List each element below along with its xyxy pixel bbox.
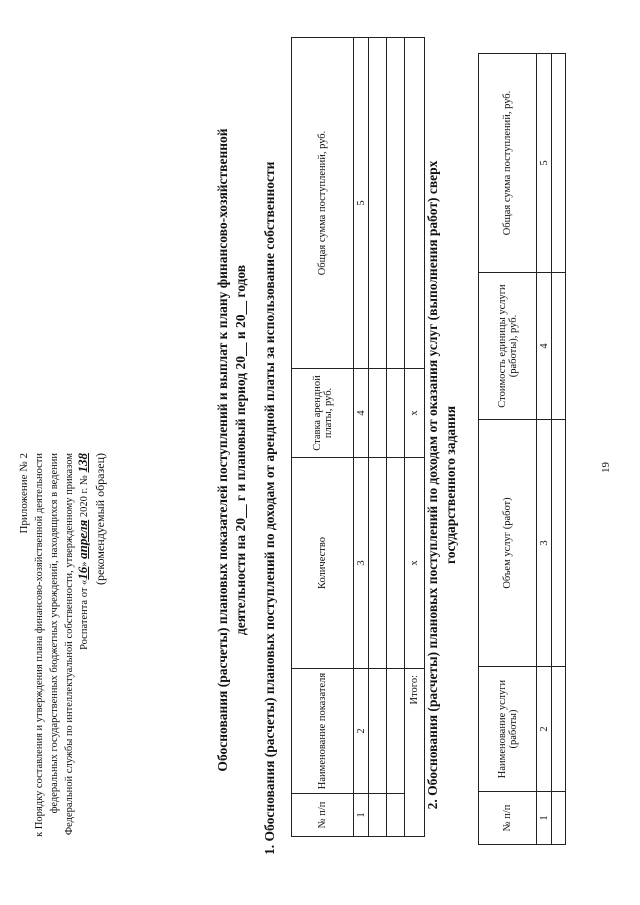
header-cell: Количество xyxy=(292,458,354,669)
total-label: Итого: xyxy=(405,669,425,837)
appendix-line-3: Федеральной службы по интеллектуальной собственности, утвержденному приказом xyxy=(64,453,75,836)
order-prefix: Роспатента от « xyxy=(79,579,90,650)
table-cell xyxy=(369,458,387,669)
appendix-title: Приложение № 2 xyxy=(18,453,30,534)
appendix-line-2: федеральных государственных бюджетных учреждений, находящихся в ведении xyxy=(49,453,60,814)
number-cell: 2 xyxy=(537,667,552,792)
appendix-note: (рекомендуемый образец) xyxy=(93,453,107,585)
total-value-cell xyxy=(405,38,425,369)
section1-table xyxy=(291,37,425,837)
table-cell xyxy=(552,273,566,420)
table-cell xyxy=(387,794,405,837)
header-cell: Общая сумма поступлений, руб. xyxy=(479,54,537,273)
table-cell xyxy=(387,669,405,794)
total-x-cell: х xyxy=(405,369,425,458)
number-cell: 4 xyxy=(354,369,369,458)
section1-heading: 1. Обоснования (расчеты) плановых поступлений по доходам от арендной платы за использование собственности xyxy=(262,161,277,855)
main-title xyxy=(214,100,250,800)
table-row xyxy=(354,38,369,837)
table-cell xyxy=(387,38,405,369)
section2-heading xyxy=(424,105,460,865)
section2-heading-line-1: 2. Обоснования (расчеты) плановых поступлений по доходам от оказания услуг (выполнения работ) сверх xyxy=(425,160,440,810)
header-cell: Стоимость единицы услуги (работы), руб. xyxy=(479,273,537,420)
number-cell: 1 xyxy=(537,792,552,845)
table-header-row xyxy=(292,38,354,837)
table-cell xyxy=(552,54,566,273)
section2-heading-line-2: государственного задания xyxy=(443,405,458,565)
header-cell: Наименование показателя xyxy=(292,669,354,794)
header-cell: Общая сумма поступлений, руб. xyxy=(292,38,354,369)
number-cell: 3 xyxy=(537,420,552,667)
table-cell xyxy=(552,667,566,792)
number-cell: 3 xyxy=(354,458,369,669)
main-title-line-2: деятельности на 20__ г и плановый период 20__ и 20__ годов xyxy=(233,264,248,636)
number-cell: 4 xyxy=(537,273,552,420)
table-row xyxy=(387,38,405,837)
total-row xyxy=(405,38,425,837)
order-number: 138 xyxy=(75,453,90,473)
table-cell xyxy=(552,420,566,667)
order-month: апреля xyxy=(75,519,90,559)
main-title-line-1: Обоснования (расчеты) плановых показателей поступлений и выплат к плану финансово-хозяйственной xyxy=(215,128,230,772)
table-row xyxy=(369,38,387,837)
table-cell xyxy=(369,369,387,458)
table-cell xyxy=(369,669,387,794)
page-number: 19 xyxy=(600,462,612,473)
section2-table xyxy=(478,53,566,845)
total-x-cell: х xyxy=(405,458,425,669)
appendix-order-line xyxy=(76,453,92,893)
order-mid: » xyxy=(79,561,90,567)
table-cell xyxy=(387,458,405,669)
header-cell: № п/п xyxy=(479,792,537,845)
header-cell: Наименование услуги (работы) xyxy=(479,667,537,792)
table-row xyxy=(537,54,552,845)
table-row xyxy=(552,54,566,845)
table-cell xyxy=(552,792,566,845)
number-cell: 5 xyxy=(354,38,369,369)
order-year: 2020 г. № xyxy=(79,475,90,518)
table-cell xyxy=(369,38,387,369)
header-cell: № п/п xyxy=(292,794,354,837)
table-cell xyxy=(369,794,387,837)
table-cell xyxy=(387,369,405,458)
appendix-line-1: к Порядку составления и утверждения плана финансово-хозяйственной деятельности xyxy=(34,453,45,837)
header-cell: Ставка арендной платы, руб. xyxy=(292,369,354,458)
number-cell: 5 xyxy=(537,54,552,273)
number-cell: 1 xyxy=(354,794,369,837)
table-header-row xyxy=(479,54,537,845)
header-cell: Объем услуг (работ) xyxy=(479,420,537,667)
order-day: 16 xyxy=(75,566,90,580)
number-cell: 2 xyxy=(354,669,369,794)
